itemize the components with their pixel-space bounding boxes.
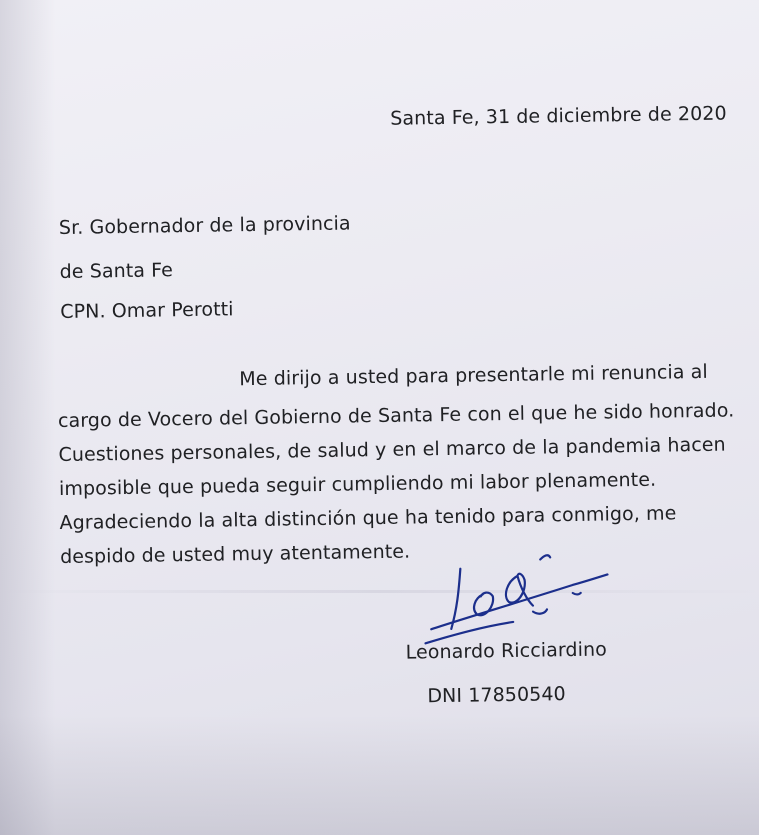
recipient-line: CPN. Omar Perotti (60, 298, 234, 324)
body-line: Cuestiones personales, de salud y en el marco de la pandemia hacen (58, 433, 726, 467)
body-line: cargo de Vocero del Gobierno de Santa Fe con el que he sido honrado. (57, 399, 735, 433)
body-line: Agradeciendo la alta distinción que ha tenido para conmigo, me (59, 502, 677, 535)
signatory-dni: DNI 17850540 (427, 683, 566, 708)
recipient-line: de Santa Fe (59, 259, 174, 284)
recipient-line: Sr. Gobernador de la provincia (58, 212, 351, 240)
body-line: imposible que pueda seguir cumpliendo mi labor plenamente. (58, 468, 657, 501)
body-line: despido de usted muy atentamente. (59, 540, 411, 569)
letter-date: Santa Fe, 31 de diciembre de 2020 (390, 102, 727, 130)
body-line: Me dirijo a usted para presentarle mi renuncia al (239, 360, 708, 391)
signatory-name: Leonardo Ricciardino (405, 638, 608, 664)
